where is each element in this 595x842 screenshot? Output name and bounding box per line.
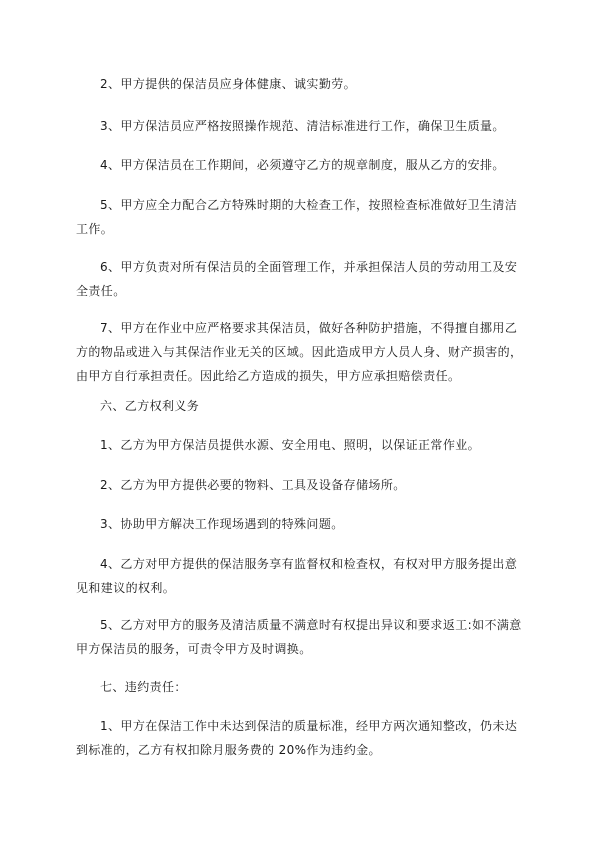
paragraph-b-clause-3: 3、协助甲方解决工作现场遇到的特殊问题。 [100,517,344,531]
paragraph-breach-clause-1: 1、甲方在保洁工作中未达到保洁的质量标准，经甲方两次通知整改，仍未达到标准的，乙方有权扣除月服务费的 20%作为违约金。 [76,719,518,757]
paragraph-b-clause-5: 5、乙方对甲方的服务及清洁质量不满意时有权提出异议和要求返工:如不满意甲方保洁员的服务，可责令甲方及时调换。 [76,618,522,656]
paragraph-b-clause-2: 2、乙方为甲方提供必要的物料、工具及设备存储场所。 [100,478,406,492]
paragraph-b-clause-1: 1、乙方为甲方保洁员提供水源、安全用电、照明，以保证正常作业。 [100,438,481,452]
paragraph-clause-2: 2、甲方提供的保洁员应身体健康、诚实勤劳。 [100,77,357,91]
paragraph-b-clause-4: 4、乙方对甲方提供的保洁服务享有监督权和检查权，有权对甲方服务提出意见和建议的权利。 [76,557,518,595]
section-heading-party-b-rights: 六、乙方权利义务 [100,399,200,413]
paragraph-clause-7: 7、甲方在作业中应严格要求其保洁员，做好各种防护措施，不得擅自挪用乙方的物品或进入与其保洁作业无关的区域。因此造成甲方人员人身、财产损害的，由甲方自行承担责任。因此给乙方造成的损失，甲方应承担赔偿责任。 [76,321,523,383]
section-heading-breach-liability: 七、违约责任： [100,680,187,694]
paragraph-clause-3: 3、甲方保洁员应严格按照操作规范、清洁标准进行工作，确保卫生质量。 [100,119,505,133]
paragraph-clause-5: 5、甲方应全力配合乙方特殊时期的大检查工作，按照检查标准做好卫生清洁工作。 [76,198,518,236]
paragraph-clause-4: 4、甲方保洁员在工作期间，必须遵守乙方的规章制度，服从乙方的安排。 [100,158,505,172]
paragraph-clause-6: 6、甲方负责对所有保洁员的全面管理工作，并承担保洁人员的劳动用工及安全责任。 [76,260,518,298]
